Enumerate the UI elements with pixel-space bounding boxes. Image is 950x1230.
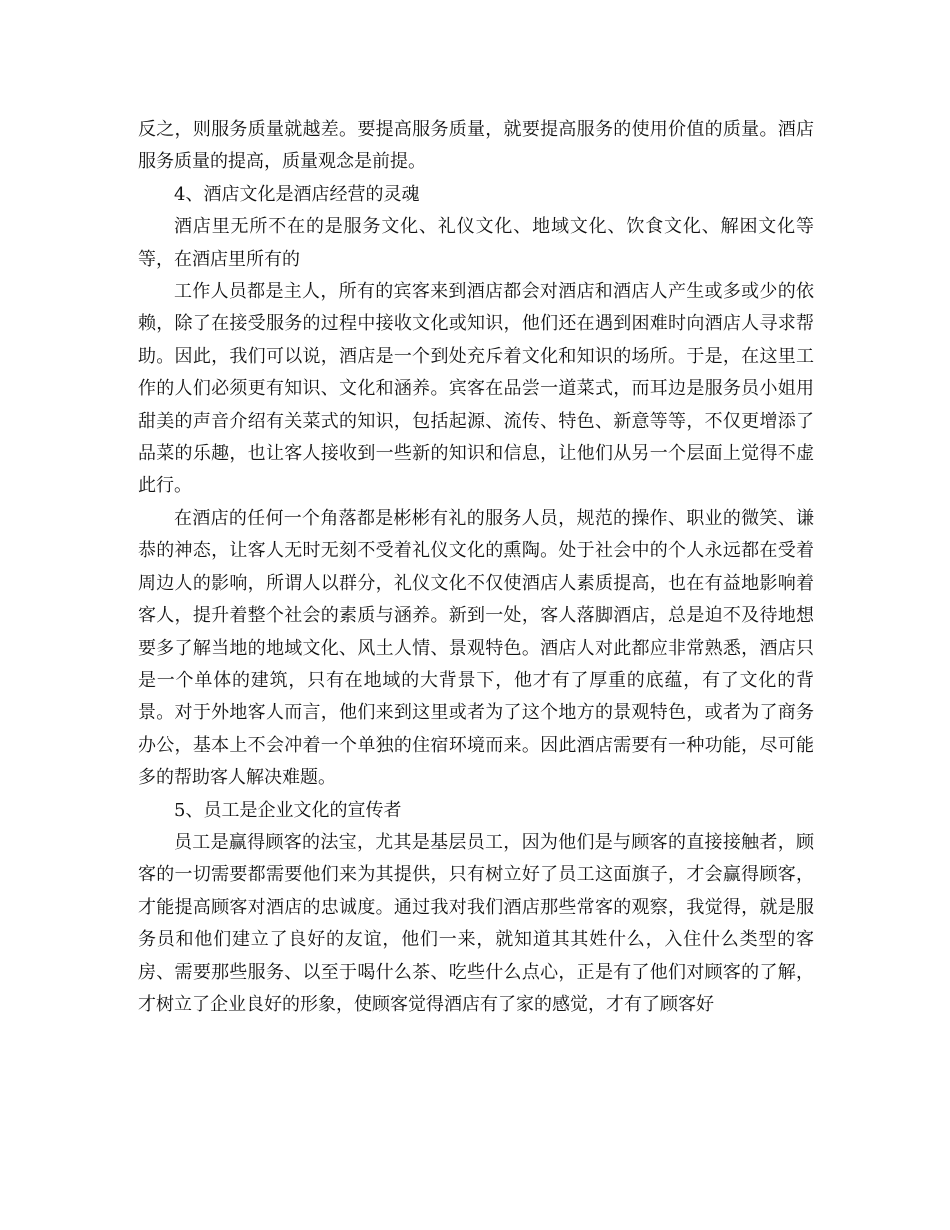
paragraph-etiquette: 在酒店的任何一个角落都是彬彬有礼的服务人员，规范的操作、职业的微笑、谦恭的神态，让客人无时无刻不受着礼仪文化的熏陶。处于社会中的个人永远都在受着周边人的影响，所谓人以群分，礼仪文化不仅使酒店人素质提高，也在有益地影响着客人，提升着整个社会的素质与涵养。新到一处，客人落脚酒店，总是迫不及待地想要多了解当地的地域文化、风土人情、景观特色。酒店人对此都应非常熟悉，酒店只是一个单体的建筑，只有在地域的大背景下，他才有了厚重的底蕴，有了文化的背景。对于外地客人而言，他们来到这里或者为了这个地方的景观特色，或者为了商务办公，基本上不会冲着一个单独的住宿环境而来。因此酒店需要有一种功能，尽可能多的帮助客人解决难题。 (138, 507, 814, 789)
paragraph-staff-hosts: 工作人员都是主人，所有的宾客来到酒店都会对酒店和酒店人产生或多或少的依赖，除了在接受服务的过程中接收文化或知识，他们还在遇到困难时向酒店人寻求帮助。因此，我们可以说，酒店是一个到处充斥着文化和知识的场所。于是，在这里工作的人们必须更有知识、文化和涵养。宾客在品尝一道菜式，而耳边是服务员小姐用甜美的声音介绍有关菜式的知识，包括起源、流传、特色、新意等等，不仅更增添了品菜的乐趣，也让客人接收到一些新的知识和信息，让他们从另一个层面上觉得不虚此行。 (138, 281, 814, 497)
paragraph-culture-types: 酒店里无所不在的是服务文化、礼仪文化、地域文化、饮食文化、解困文化等等，在酒店里所有的 (138, 216, 814, 270)
section-heading-5: 5、员工是企业文化的宣传者 (174, 799, 402, 821)
paragraph-employees: 员工是赢得顾客的法宝，尤其是基层员工，因为他们是与顾客的直接接触者，顾客的一切需要都需要他们来为其提供，只有树立好了员工这面旗子，才会赢得顾客，才能提高顾客对酒店的忠诚度。通过我对我们酒店那些常客的观察，我觉得，就是服务员和他们建立了良好的友谊，他们一来，就知道其其姓什么，入住什么类型的客房、需要那些服务、以至于喝什么茶、吃些什么点心，正是有了他们对顾客的了解，才树立了企业良好的形象，使顾客觉得酒店有了家的感觉，才有了顾客好 (138, 831, 814, 1015)
section-heading-4: 4、酒店文化是酒店经营的灵魂 (174, 183, 420, 205)
document-body (138, 114, 814, 1021)
paragraph-continuation: 反之，则服务质量就越差。要提高服务质量，就要提高服务的使用价值的质量。酒店服务质量的提高，质量观念是前提。 (138, 119, 814, 173)
